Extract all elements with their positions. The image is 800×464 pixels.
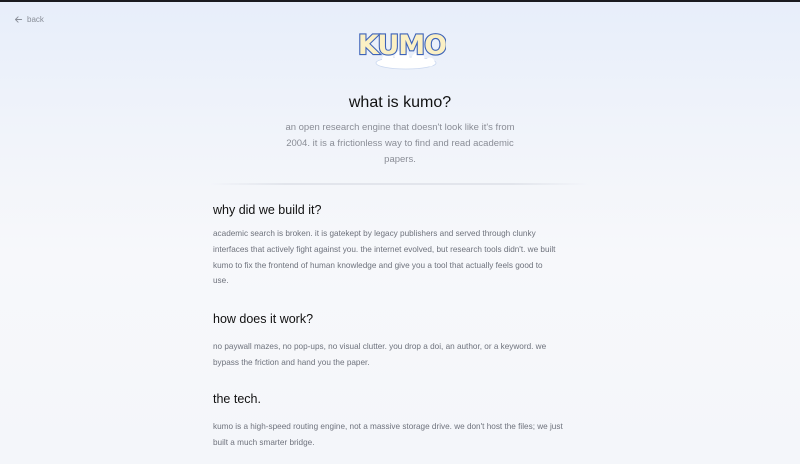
section-title-why: why did we build it? xyxy=(213,203,322,217)
paragraph-line: built a much smarter bridge. xyxy=(213,437,315,447)
subtitle-line: 2004. it is a frictionless way to find and read academic xyxy=(286,138,514,149)
paragraph-line: no paywall mazes, no pop-ups, no visual clutter. you drop a doi, an author, or a keyword. we xyxy=(213,342,547,351)
kumo-logo[interactable] xyxy=(358,25,446,71)
paragraph-line: academic search is broken. it is gatekept by legacy publishers and served through clunky xyxy=(213,229,536,238)
arrow-left-icon xyxy=(14,15,23,24)
section-body-tech xyxy=(213,419,593,451)
paragraph-line: bypass the friction and hand you the paper. xyxy=(213,357,370,367)
page-title: what is kumo? xyxy=(348,94,452,111)
paragraph-line: kumo to fix the frontend of human knowledge and give you a tool that actually feels good to xyxy=(213,260,543,270)
section-title-tech: the tech. xyxy=(213,392,261,406)
section-body-how xyxy=(213,339,593,371)
paragraph-line: kumo is a high-speed routing engine, not a massive storage drive. we don't host the files; we just xyxy=(213,422,563,431)
logo-wordmark: KUMO xyxy=(358,30,446,61)
back-label: back xyxy=(27,15,44,24)
window-top-border xyxy=(0,0,800,2)
section-title-how: how does it work? xyxy=(213,312,314,326)
subtitle-line: an open research engine that doesn't look like it's from xyxy=(285,122,515,133)
back-link[interactable] xyxy=(14,15,44,24)
subtitle-line: papers. xyxy=(384,154,416,165)
paragraph-line: interfaces that actively fight against you. the internet evolved, but research tools didn't. we built xyxy=(213,244,556,254)
section-body-why xyxy=(213,226,593,289)
section-divider xyxy=(210,183,588,185)
page-subtitle xyxy=(282,120,518,168)
paragraph-line: use. xyxy=(213,276,229,286)
